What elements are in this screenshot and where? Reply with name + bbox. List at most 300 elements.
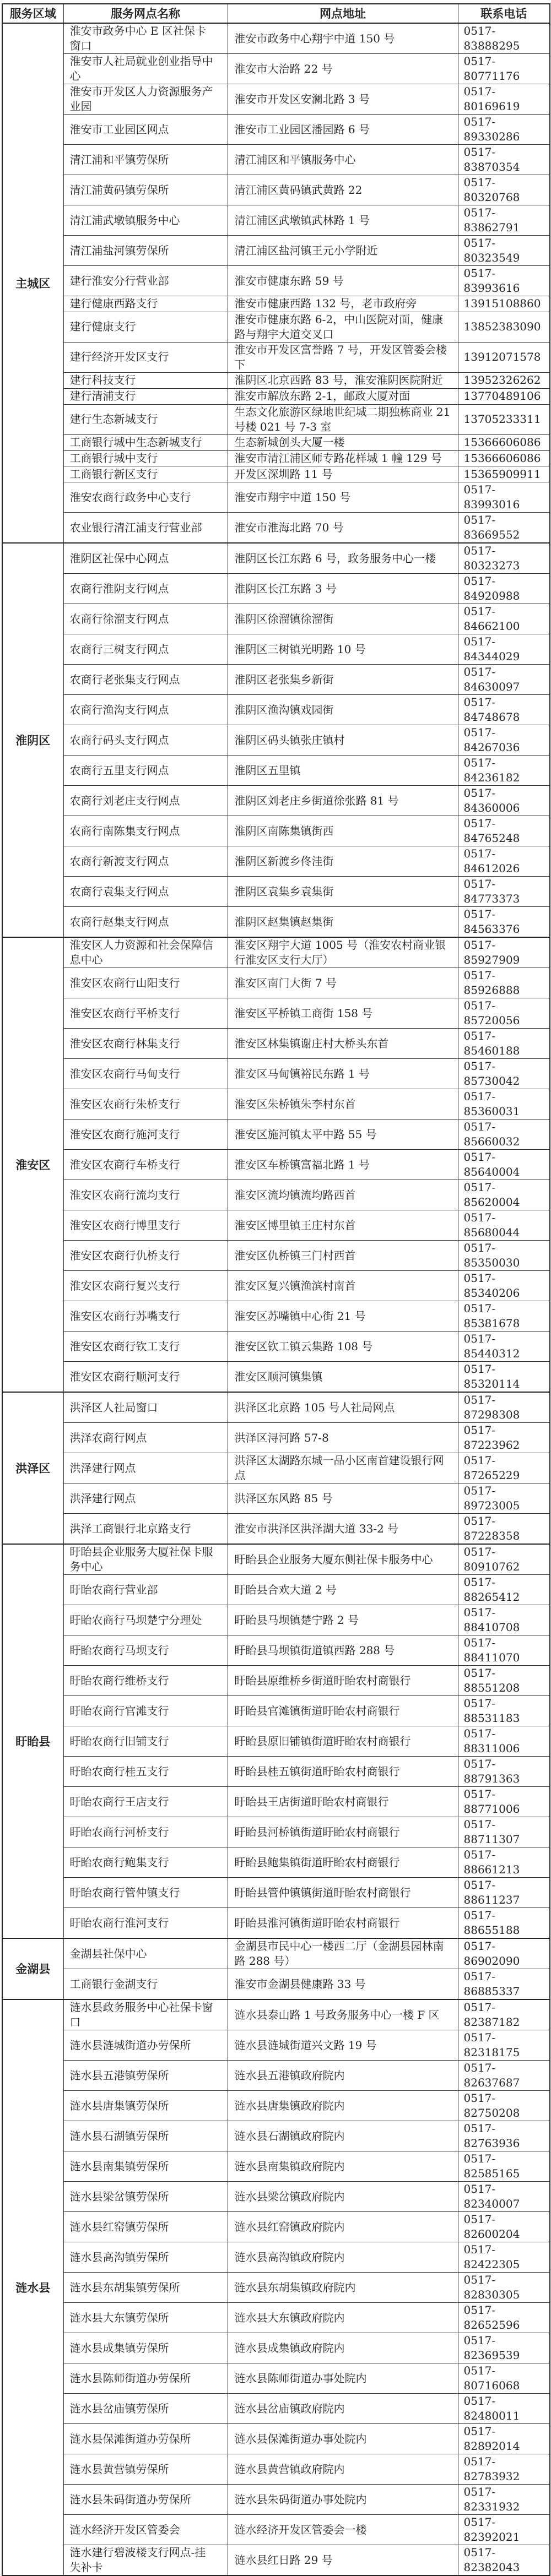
phone-cell: 0517-84748678 (458, 695, 550, 725)
outlet-name-cell: 涟水县岔庙镇劳保所 (63, 2394, 228, 2424)
address-cell: 清江浦区黄码镇武黄路 22 (228, 175, 458, 205)
table-row (2, 1847, 550, 1878)
phone-cell: 0517-88411070 (458, 1635, 550, 1666)
outlet-name-cell: 洪泽建行网点 (63, 1483, 228, 1514)
phone-cell: 0517-82387182 (458, 1999, 550, 2030)
outlet-name-cell: 清江浦和平镇劳保所 (63, 145, 228, 175)
outlet-name-cell: 淮安区农商行顺河支行 (63, 1362, 228, 1393)
address-cell: 淮安市开发区安澜北路 3 号 (228, 84, 458, 115)
table-row (2, 2091, 550, 2121)
phone-cell: 0517-83993016 (458, 482, 550, 513)
phone-cell: 0517-82637687 (458, 2061, 550, 2091)
outlet-name-cell: 农商行新渡支行网点 (63, 846, 228, 877)
address-cell: 盱眙县马坝镇街道镇西路 288 号 (228, 1635, 458, 1666)
table-row (2, 1301, 550, 1332)
outlet-name-cell: 建行健康支行 (63, 312, 228, 342)
address-cell: 淮安区朱桥镇朱李村东首 (228, 1089, 458, 1119)
address-cell: 淮安区仇桥镇三门村西首 (228, 1241, 458, 1271)
outlet-name-cell: 涟水县保滩街道办劳保所 (63, 2424, 228, 2454)
outlet-name-cell: 淮安区农商行流均支行 (63, 1180, 228, 1210)
outlet-name-cell: 建行经济开发区支行 (63, 342, 228, 372)
table-row (2, 937, 550, 968)
phone-cell: 0517-88711307 (458, 1817, 550, 1847)
address-cell: 金湖县市民中心一楼西二厅（金湖县园林南路 288 号） (228, 1938, 458, 1969)
outlet-name-cell: 农商行老张集支行网点 (63, 665, 228, 695)
address-cell: 淮阴区码头镇张庄镇村 (228, 725, 458, 756)
phone-cell: 0517-82652596 (458, 2303, 550, 2333)
outlet-name-cell: 涟水县陈师街道办劳保所 (63, 2363, 228, 2394)
address-cell: 淮安市洪泽区洪泽湖大道 33-2 号 (228, 1514, 458, 1545)
phone-cell: 0517-87223962 (458, 1423, 550, 1453)
address-cell: 淮阴区徐溜镇徐溜街 (228, 604, 458, 634)
table-row (2, 1544, 550, 1575)
table-row (2, 1666, 550, 1696)
phone-cell: 0517-84920988 (458, 574, 550, 604)
table-row (2, 1969, 550, 2000)
address-cell: 淮安市解放东路 2-1，邮政大厦对面 (228, 388, 458, 404)
phone-cell: 15365909911 (458, 466, 550, 482)
address-cell: 盱眙县王店街道盱眙农村商银行 (228, 1787, 458, 1817)
phone-cell: 0517-82369539 (458, 2333, 550, 2363)
address-cell: 淮安市健康东路 6-2，中山医院对面，健康路与翔宇大道交叉口 (228, 312, 458, 342)
phone-cell: 0517-83888295 (458, 23, 550, 54)
table-row (2, 725, 550, 756)
address-cell: 淮阴区袁集乡袁集街 (228, 877, 458, 907)
table-row (2, 1423, 550, 1453)
region-cell: 金湖县 (2, 1938, 63, 1999)
header-outlet-name: 服务网点名称 (63, 4, 228, 23)
table-row (2, 23, 550, 54)
table-row (2, 1332, 550, 1362)
table-row (2, 1180, 550, 1210)
outlet-name-cell: 工商银行城中支行 (63, 450, 228, 466)
address-cell: 盱眙县河桥镇街道盱眙农村商银行 (228, 1817, 458, 1847)
table-row (2, 84, 550, 115)
address-cell: 淮阴区刘老庄乡街道徐张路 81 号 (228, 786, 458, 816)
outlet-name-cell: 涟水县高沟镇劳保所 (63, 2242, 228, 2273)
outlet-name-cell: 农商行赵集支行网点 (63, 907, 228, 938)
phone-cell: 0517-85440312 (458, 1332, 550, 1362)
phone-cell: 0517-88265412 (458, 1575, 550, 1605)
table-row (2, 296, 550, 312)
header-phone: 联系电话 (458, 4, 550, 23)
table-row (2, 2242, 550, 2273)
phone-cell: 0517-85350030 (458, 1241, 550, 1271)
phone-cell: 0517-85660032 (458, 1119, 550, 1150)
table-row (2, 756, 550, 786)
table-row (2, 115, 550, 145)
table-row (2, 434, 550, 450)
outlet-name-cell: 农商行南陈集支行网点 (63, 816, 228, 846)
table-row (2, 54, 550, 84)
outlet-name-cell: 盱眙农商行官滩支行 (63, 1696, 228, 1726)
phone-cell: 0517-82763936 (458, 2121, 550, 2151)
phone-cell: 0517-80323549 (458, 236, 550, 266)
phone-cell: 0517-83870354 (458, 145, 550, 175)
region-cell: 淮阴区 (2, 543, 63, 937)
address-cell: 淮阴区老张集乡新街 (228, 665, 458, 695)
outlet-name-cell: 淮安区农商行钦工支行 (63, 1332, 228, 1362)
table-row (2, 404, 550, 434)
address-cell: 淮安市工业园区潘园路 6 号 (228, 115, 458, 145)
outlet-name-cell: 盱眙农商行河桥支行 (63, 1817, 228, 1847)
table-row (2, 1271, 550, 1301)
table-row (2, 1150, 550, 1180)
outlet-name-cell: 洪泽农商行网点 (63, 1423, 228, 1453)
address-cell: 涟水县高沟镇政府院内 (228, 2242, 458, 2273)
phone-cell: 15366606086 (458, 434, 550, 450)
table-row (2, 2182, 550, 2212)
phone-cell: 0517-80910762 (458, 1544, 550, 1575)
table-row (2, 2273, 550, 2303)
address-cell: 淮阴区渔沟镇戏园街 (228, 695, 458, 725)
outlet-name-cell: 洪泽区人社局窗口 (63, 1392, 228, 1423)
address-cell: 涟水经济开发区管委会一楼 (228, 2515, 458, 2545)
outlet-name-cell: 淮安区农商行山阳支行 (63, 968, 228, 998)
address-cell: 淮安市大治路 22 号 (228, 54, 458, 84)
address-cell: 清江浦区盐河镇王元小学附近 (228, 236, 458, 266)
address-cell: 清江浦区和平镇服务中心 (228, 145, 458, 175)
table-row (2, 1908, 550, 1939)
address-cell: 盱眙县原维桥乡街道盱眙农村商银行 (228, 1666, 458, 1696)
phone-cell: 0517-83862791 (458, 205, 550, 236)
address-cell: 淮安区流均镇流均路西首 (228, 1180, 458, 1210)
phone-cell: 0517-85620004 (458, 1180, 550, 1210)
outlet-name-cell: 建行淮安分行营业部 (63, 266, 228, 296)
address-cell: 淮安区复兴镇渔滨村南首 (228, 1271, 458, 1301)
table-row (2, 1757, 550, 1787)
outlet-name-cell: 涟水县石湖镇劳保所 (63, 2121, 228, 2151)
phone-cell: 0517-82480011 (458, 2394, 550, 2424)
region-cell: 涟水县 (2, 1999, 63, 2575)
address-cell: 涟水县朱码街道办事处院内 (228, 2485, 458, 2515)
address-cell: 生态文化旅游区绿地世纪城二期独栋商业 21 号楼 021 号 7-3 室 (228, 404, 458, 434)
table-row (2, 2515, 550, 2545)
outlet-name-cell: 清江浦盐河镇劳保所 (63, 236, 228, 266)
table-row (2, 1726, 550, 1757)
table-row (2, 1575, 550, 1605)
address-cell: 涟水县岔庙镇政府院内 (228, 2394, 458, 2424)
outlet-name-cell: 涟水经济开发区管委会 (63, 2515, 228, 2545)
outlet-name-cell: 淮安区农商行施河支行 (63, 1119, 228, 1150)
address-cell: 淮安市淮海北路 70 号 (228, 513, 458, 544)
table-row (2, 372, 550, 388)
phone-cell: 0517-82318175 (458, 2030, 550, 2061)
table-row (2, 450, 550, 466)
address-cell: 淮安区马甸镇裕民东路 1 号 (228, 1059, 458, 1089)
phone-cell: 0517-85640004 (458, 1150, 550, 1180)
address-cell: 盱眙县鲍集镇街道盱眙农村商银行 (228, 1847, 458, 1878)
phone-cell: 0517-87265229 (458, 1453, 550, 1483)
outlet-name-cell: 淮安区农商行林集支行 (63, 1029, 228, 1059)
table-row (2, 312, 550, 342)
table-row (2, 1787, 550, 1817)
address-cell: 涟水县泰山路 1 号政务服务中心一楼 F 区 (228, 1999, 458, 2030)
table-row (2, 2151, 550, 2182)
phone-cell: 0517-80169619 (458, 84, 550, 115)
phone-cell: 0517-84360006 (458, 786, 550, 816)
phone-cell: 0517-85340206 (458, 1271, 550, 1301)
outlet-name-cell: 农商行码头支行网点 (63, 725, 228, 756)
phone-cell: 0517-82783932 (458, 2454, 550, 2485)
phone-cell: 0517-84267036 (458, 725, 550, 756)
outlet-name-cell: 涟水县东胡集镇劳保所 (63, 2273, 228, 2303)
phone-cell: 0517-89723005 (458, 1483, 550, 1514)
outlet-name-cell: 盱眙农商行王店支行 (63, 1787, 228, 1817)
outlet-name-cell: 涟水县涟城街道办劳保所 (63, 2030, 228, 2061)
address-cell: 淮阴区长江东路 3 号 (228, 574, 458, 604)
phone-cell: 0517-82750208 (458, 2091, 550, 2121)
phone-cell: 0517-84765248 (458, 816, 550, 846)
table-row (2, 466, 550, 482)
table-row (2, 342, 550, 372)
address-cell: 涟水县黄营镇政府院内 (228, 2454, 458, 2485)
address-cell: 洪泽区太湖路东城一品小区南首建设银行网点 (228, 1453, 458, 1483)
address-cell: 淮阴区三树镇光明路 10 号 (228, 634, 458, 665)
phone-cell: 0517-85730042 (458, 1059, 550, 1089)
phone-cell: 0517-82340007 (458, 2182, 550, 2212)
phone-cell: 13705233311 (458, 404, 550, 434)
phone-cell: 0517-84236182 (458, 756, 550, 786)
outlet-name-cell: 淮安区农商行复兴支行 (63, 1271, 228, 1301)
table-row (2, 543, 550, 574)
phone-cell: 13915108860 (458, 296, 550, 312)
table-row (2, 145, 550, 175)
phone-cell: 0517-84563376 (458, 907, 550, 938)
table-row (2, 574, 550, 604)
outlet-name-cell: 工商银行城中生态新城支行 (63, 434, 228, 450)
table-row (2, 1392, 550, 1423)
outlet-name-cell: 建行生态新城支行 (63, 404, 228, 434)
phone-cell: 0517-88611237 (458, 1878, 550, 1908)
phone-cell: 0517-85320114 (458, 1362, 550, 1393)
outlet-name-cell: 建行清浦支行 (63, 388, 228, 404)
outlet-name-cell: 涟水县五港镇劳保所 (63, 2061, 228, 2091)
table-row (2, 1635, 550, 1666)
address-cell: 涟水县五港镇政府院内 (228, 2061, 458, 2091)
address-cell: 涟水县红窑镇政府院内 (228, 2212, 458, 2242)
phone-cell: 15366606086 (458, 450, 550, 466)
address-cell: 淮安区翔宇大道 1005 号（淮安农村商业银行淮安区支行大厅） (228, 937, 458, 968)
address-cell: 淮阴区新渡乡佟洼街 (228, 846, 458, 877)
phone-cell: 0517-87298308 (458, 1392, 550, 1423)
table-row (2, 2454, 550, 2485)
header-region: 服务区域 (2, 4, 63, 23)
table-row (2, 2424, 550, 2454)
table-row (2, 665, 550, 695)
outlet-name-cell: 盱眙农商行旧铺支行 (63, 1726, 228, 1757)
phone-cell: 0517-85927909 (458, 937, 550, 968)
table-row (2, 266, 550, 296)
table-row (2, 1938, 550, 1969)
outlet-name-cell: 淮安区农商行马甸支行 (63, 1059, 228, 1089)
outlet-name-cell: 建行健康西路支行 (63, 296, 228, 312)
phone-cell: 0517-84630097 (458, 665, 550, 695)
address-cell: 淮阴区北京西路 83 号，淮安淮阴医院附近 (228, 372, 458, 388)
address-cell: 涟水县保滩街道办事处院内 (228, 2424, 458, 2454)
address-cell: 淮阴区赵集镇赵集街 (228, 907, 458, 938)
address-cell: 淮安市政务中心翔宇中道 150 号 (228, 23, 458, 54)
outlet-name-cell: 盱眙农商行桂五支行 (63, 1757, 228, 1787)
outlet-name-cell: 淮安区农商行博里支行 (63, 1210, 228, 1241)
outlet-name-cell: 淮安市人社局就业创业指导中心 (63, 54, 228, 84)
phone-cell: 0517-84662100 (458, 604, 550, 634)
phone-cell: 0517-85381678 (458, 1301, 550, 1332)
table-row (2, 695, 550, 725)
phone-cell: 0517-84773373 (458, 877, 550, 907)
outlet-name-cell: 淮安市工业园区网点 (63, 115, 228, 145)
phone-cell: 0517-88311006 (458, 1726, 550, 1757)
table-row (2, 2303, 550, 2333)
table-row (2, 1999, 550, 2030)
outlet-name-cell: 洪泽工商银行北京路支行 (63, 1514, 228, 1545)
outlet-name-cell: 农商行五里支行网点 (63, 756, 228, 786)
address-cell: 淮安市开发区富誉路 7 号，开发区管委会楼下 (228, 342, 458, 372)
table-row (2, 1878, 550, 1908)
table-row (2, 2485, 550, 2515)
outlet-name-cell: 清江浦武墩镇服务中心 (63, 205, 228, 236)
outlet-name-cell: 农商行袁集支行网点 (63, 877, 228, 907)
phone-cell: 0517-88791363 (458, 1757, 550, 1787)
address-cell: 盱眙县官滩镇街道盱眙农村商银行 (228, 1696, 458, 1726)
phone-cell: 0517-82382043 (458, 2545, 550, 2576)
outlet-name-cell: 涟水县黄营镇劳保所 (63, 2454, 228, 2485)
outlet-name-cell: 工商银行金湖支行 (63, 1969, 228, 2000)
region-cell: 主城区 (2, 23, 63, 543)
phone-cell: 0517-82830305 (458, 2273, 550, 2303)
address-cell: 涟水县东胡集镇政府院内 (228, 2273, 458, 2303)
outlet-name-cell: 盱眙农商行马坝楚宁分理处 (63, 1605, 228, 1635)
table-row (2, 2030, 550, 2061)
outlet-name-cell: 涟水县梁岔镇劳保所 (63, 2182, 228, 2212)
address-cell: 淮安市健康西路 132 号，老市政府旁 (228, 296, 458, 312)
table-row (2, 2545, 550, 2576)
table-body (2, 23, 550, 2575)
table-row (2, 786, 550, 816)
phone-cell: 0517-86902090 (458, 1938, 550, 1969)
outlet-name-cell: 盱眙农商行淮河支行 (63, 1908, 228, 1939)
phone-cell: 0517-82585165 (458, 2151, 550, 2182)
table-row (2, 634, 550, 665)
outlet-name-cell: 农商行渔沟支行网点 (63, 695, 228, 725)
address-cell: 淮安区苏嘴镇中心街 21 号 (228, 1301, 458, 1332)
table-row (2, 877, 550, 907)
address-cell: 盱眙县马坝镇楚宁路 2 号 (228, 1605, 458, 1635)
outlet-name-cell: 淮安区农商行苏嘴支行 (63, 1301, 228, 1332)
table-row (2, 205, 550, 236)
address-cell: 涟水县红日路 29 号 (228, 2545, 458, 2576)
phone-cell: 13912071578 (458, 342, 550, 372)
table-row (2, 1483, 550, 1514)
phone-cell: 0517-80716068 (458, 2363, 550, 2394)
outlet-name-cell: 淮安农商行政务中心支行 (63, 482, 228, 513)
address-cell: 盱眙县合欢大道 2 号 (228, 1575, 458, 1605)
address-cell: 淮安区车桥镇富福北路 1 号 (228, 1150, 458, 1180)
address-cell: 淮阴区南陈集镇街西 (228, 816, 458, 846)
phone-cell: 0517-89330286 (458, 115, 550, 145)
address-cell: 生态新城创头大厦一楼 (228, 434, 458, 450)
phone-cell: 13770489106 (458, 388, 550, 404)
phone-cell: 0517-83993616 (458, 266, 550, 296)
header-address: 网点地址 (228, 4, 458, 23)
phone-cell: 0517-88531183 (458, 1696, 550, 1726)
phone-cell: 0517-82892014 (458, 2424, 550, 2454)
phone-cell: 0517-88661213 (458, 1847, 550, 1878)
address-cell: 淮安区平桥镇工商街 158 号 (228, 998, 458, 1029)
address-cell: 淮阴区五里镇 (228, 756, 458, 786)
phone-cell: 0517-82331932 (458, 2485, 550, 2515)
address-cell: 涟水县石湖镇政府院内 (228, 2121, 458, 2151)
phone-cell: 0517-83669552 (458, 513, 550, 544)
table-row (2, 998, 550, 1029)
table-row (2, 604, 550, 634)
table-row (2, 482, 550, 513)
outlet-name-cell: 农商行刘老庄支行网点 (63, 786, 228, 816)
phone-cell: 0517-84344029 (458, 634, 550, 665)
outlet-name-cell: 洪泽建行网点 (63, 1453, 228, 1483)
outlet-name-cell: 淮安市政务中心 E 区社保卡窗口 (63, 23, 228, 54)
address-cell: 涟水县大东镇政府院内 (228, 2303, 458, 2333)
address-cell: 盱眙县原旧铺镇街道盱眙农村商银行 (228, 1726, 458, 1757)
phone-cell: 0517-88771006 (458, 1787, 550, 1817)
outlet-name-cell: 淮安区农商行平桥支行 (63, 998, 228, 1029)
table-row (2, 2333, 550, 2363)
outlet-name-cell: 农业银行清江浦支行营业部 (63, 513, 228, 544)
address-cell: 洪泽区东风路 85 号 (228, 1483, 458, 1514)
table-row (2, 2212, 550, 2242)
address-cell: 涟水县梁岔镇政府院内 (228, 2182, 458, 2212)
region-cell: 洪泽区 (2, 1392, 63, 1544)
outlet-name-cell: 淮安区人力资源和社会保障信息中心 (63, 937, 228, 968)
outlet-name-cell: 建行科技支行 (63, 372, 228, 388)
outlet-name-cell: 金湖县社保中心 (63, 1938, 228, 1969)
address-cell: 涟水县成集镇政府院内 (228, 2333, 458, 2363)
address-cell: 淮安区南门大街 7 号 (228, 968, 458, 998)
outlet-name-cell: 盱眙县企业服务大厦社保卡服务中心 (63, 1544, 228, 1575)
table-row (2, 175, 550, 205)
phone-cell: 0517-85926888 (458, 968, 550, 998)
table-row (2, 907, 550, 938)
phone-cell: 0517-84612026 (458, 846, 550, 877)
address-cell: 涟水县唐集镇政府院内 (228, 2091, 458, 2121)
address-cell: 涟水县南集镇政府院内 (228, 2151, 458, 2182)
phone-cell: 0517-80771176 (458, 54, 550, 84)
phone-cell: 0517-87228358 (458, 1514, 550, 1545)
phone-cell: 0517-80323273 (458, 543, 550, 574)
outlet-name-cell: 涟水县南集镇劳保所 (63, 2151, 228, 2182)
phone-cell: 0517-88410708 (458, 1605, 550, 1635)
table-row (2, 1210, 550, 1241)
outlet-name-cell: 涟水县朱码街道办劳保所 (63, 2485, 228, 2515)
phone-cell: 0517-85720056 (458, 998, 550, 1029)
table-row (2, 846, 550, 877)
table-row (2, 1696, 550, 1726)
outlet-name-cell: 清江浦黄码镇劳保所 (63, 175, 228, 205)
outlet-name-cell: 农商行三树支行网点 (63, 634, 228, 665)
address-cell: 淮安市翔宇中道 150 号 (228, 482, 458, 513)
address-cell: 淮安区顺河镇集镇 (228, 1362, 458, 1393)
phone-cell: 0517-85460188 (458, 1029, 550, 1059)
outlet-name-cell: 农商行徐溜支行网点 (63, 604, 228, 634)
table-row (2, 1453, 550, 1483)
phone-cell: 13952326262 (458, 372, 550, 388)
phone-cell: 0517-82392021 (458, 2515, 550, 2545)
outlet-name-cell: 涟水建行碧波楼支行网点-挂失补卡 (63, 2545, 228, 2576)
address-cell: 淮安区博里镇王庄村东首 (228, 1210, 458, 1241)
phone-cell: 13852383090 (458, 312, 550, 342)
phone-cell: 0517-85680044 (458, 1210, 550, 1241)
outlet-name-cell: 涟水县政务服务中心社保卡窗口 (63, 1999, 228, 2030)
